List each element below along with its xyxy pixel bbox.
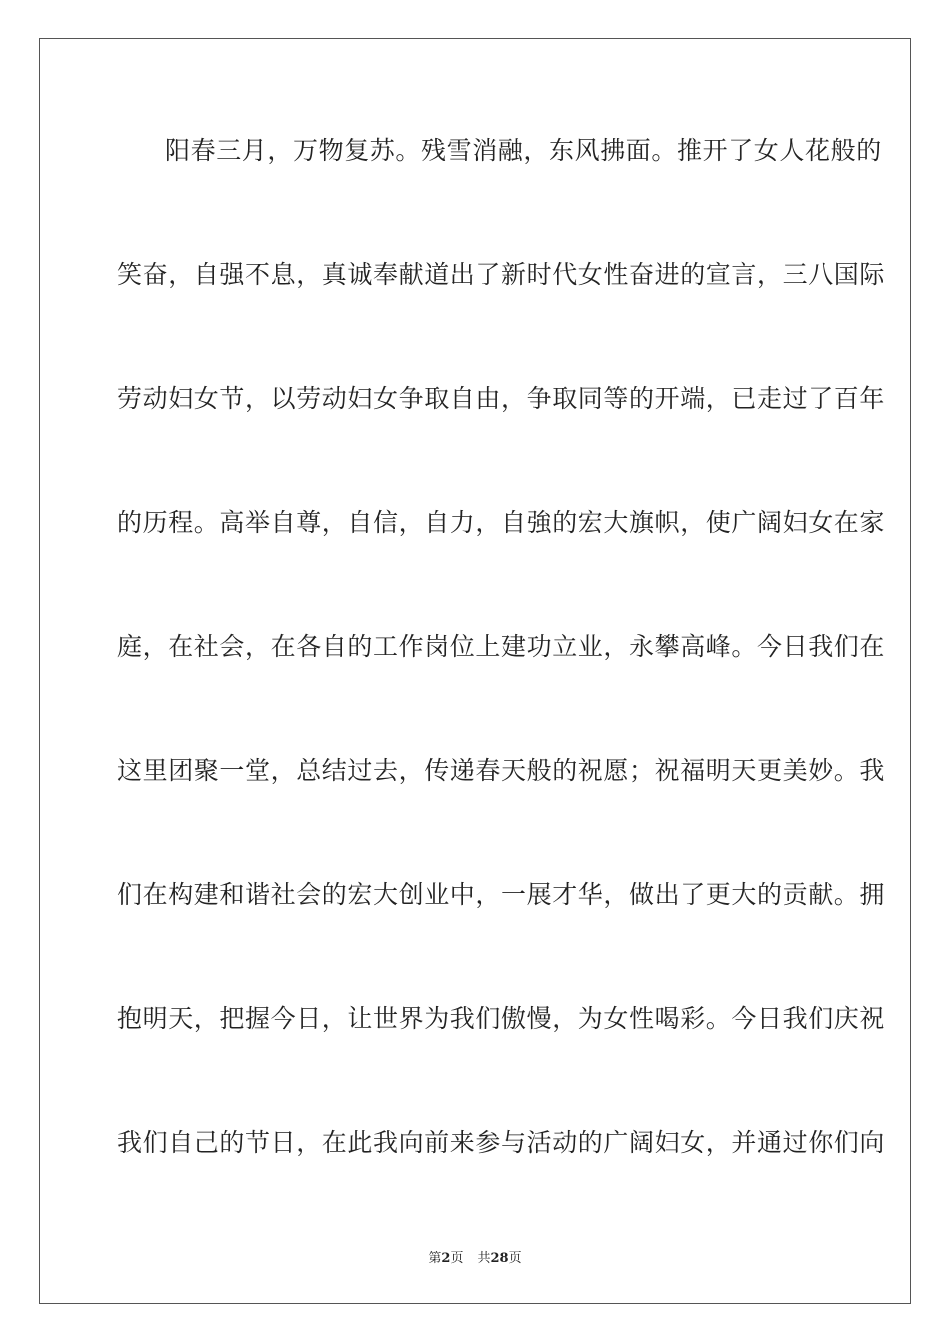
page-number: 2 [441, 1251, 451, 1266]
paragraph-line: 我们自己的节日，在此我向前来参与活动的广阔妇女，并通过你们向 [117, 1128, 886, 1157]
paragraph-line: 笑奋，自强不息，真诚奉献道出了新时代女性奋进的宣言，三八国际 [117, 260, 886, 289]
paragraph-line: 阳春三月，万物复苏。残雪消融，东风拂面。推开了女人花般的 [165, 136, 882, 165]
paragraph-line: 这里团聚一堂，总结过去，传递春天般的祝愿；祝福明天更美妙。我 [117, 756, 886, 785]
total-pages-suffix: 页 [508, 1251, 522, 1266]
paragraph-line: 的历程。高举自尊，自信，自力，自強的宏大旗帜，使广阔妇女在家 [117, 508, 886, 537]
page-number-suffix: 页 [450, 1251, 464, 1266]
paragraph-line: 庭，在社会，在各自的工作岗位上建功立业，永攀高峰。今日我们在 [117, 632, 886, 661]
paragraph-line: 劳动妇女节，以劳动妇女争取自由，争取同等的开端，已走过了百年 [117, 384, 886, 413]
page-border [39, 38, 911, 1304]
total-pages: 28 [490, 1251, 509, 1266]
page-number-prefix: 第 [428, 1251, 442, 1266]
page-footer [0, 1247, 950, 1266]
total-pages-prefix: 共 [477, 1251, 491, 1266]
paragraph-line: 们在构建和谐社会的宏大创业中，一展才华，做出了更大的贡献。拥 [117, 880, 886, 909]
paragraph-line: 抱明天，把握今日，让世界为我们傲慢，为女性喝彩。今日我们庆祝 [117, 1004, 886, 1033]
